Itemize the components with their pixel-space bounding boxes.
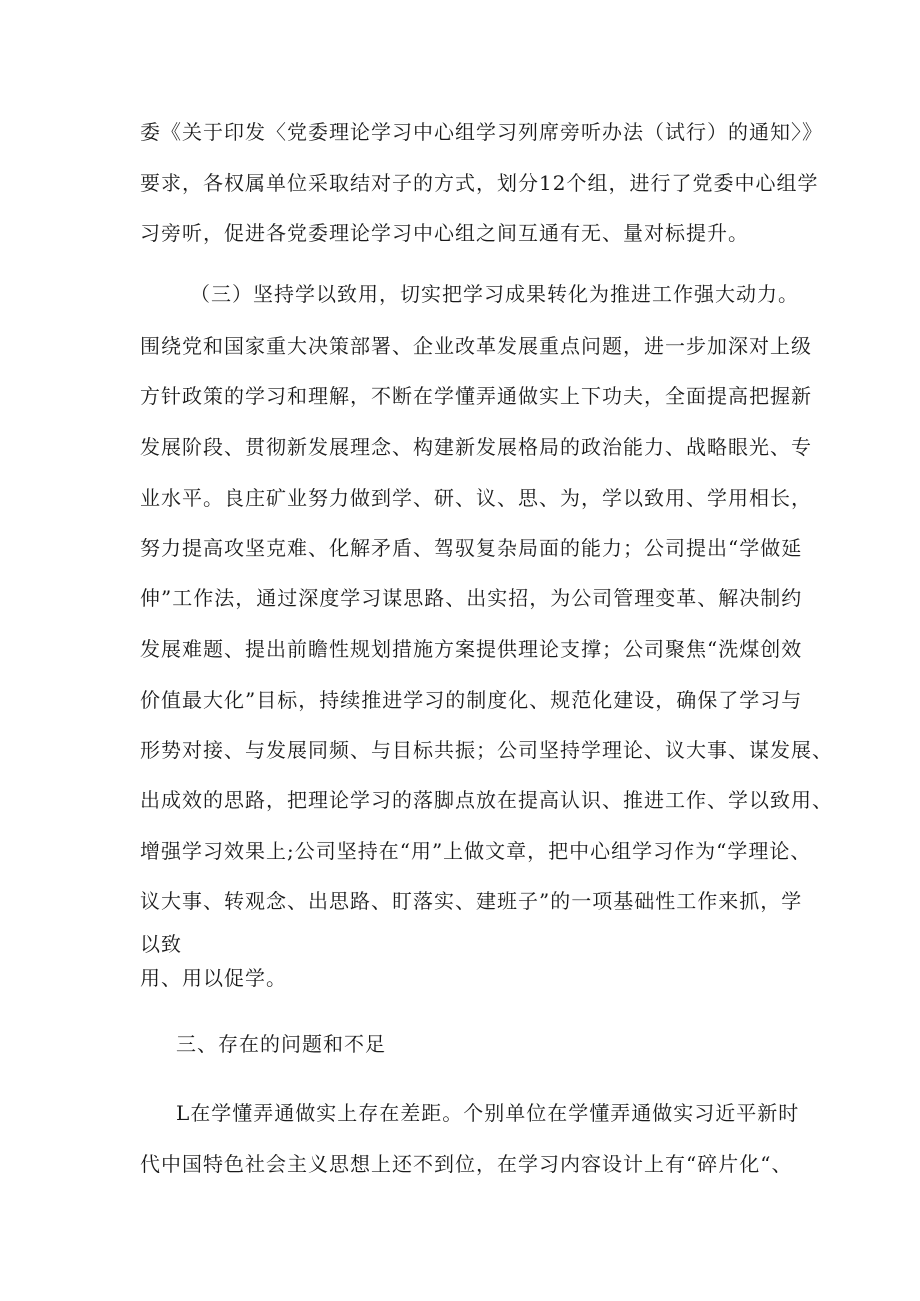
paragraph-2-line-1: 围绕党和国家重大决策部署、企业改革发展重点问题，进一步加深对上级	[140, 334, 812, 358]
paragraph-2-line-11: 增强学习效果上;公司坚持在“用”上做文章，把中心组学习作为“学理论、	[140, 839, 812, 863]
paragraph-1-line-1: 委《关于印发〈党委理论学习中心组学习列席旁听办法（试行）的通知〉》	[140, 120, 823, 144]
section-heading: 三、存在的问题和不足	[176, 1032, 386, 1056]
paragraph-2-line-13: 以致	[140, 932, 182, 956]
paragraph-2-line-8: 价值最大化”目标，持续推进学习的制度化、规范化建设，确保了学习与	[140, 688, 803, 712]
paragraph-2-line-10: 出成效的思路，把理论学习的落脚点放在提高认识、推进工作、学以致用、	[140, 788, 833, 812]
paragraph-2-line-14: 用、用以促学。	[140, 966, 287, 990]
paragraph-2-line-4: 业水平。良庄矿业努力做到学、研、议、思、为，学以致用、学用相长，	[140, 486, 812, 510]
paragraph-1-line-3: 习旁听，促进各党委理论学习中心组之间互通有无、量对标提升。	[140, 221, 749, 245]
paragraph-1-line-2: 要求，各权属单位采取结对子的方式，划分12个组，进行了党委中心组学	[140, 171, 819, 195]
paragraph-2-line-12: 议大事、转观念、出思路、盯落实、建班子”的一项基础性工作来抓，学	[140, 889, 803, 913]
paragraph-2-line-7: 发展难题、提出前瞻性规划措施方案提供理论支撑；公司聚焦“洗煤创效	[140, 637, 803, 661]
paragraph-2-line-6: 伸”工作法，通过深度学习谋思路、出实招，为公司管理变革、解决制约	[140, 586, 803, 610]
paragraph-2-line-9: 形势对接、与发展同频、与目标共振；公司坚持学理论、议大事、谋发展、	[140, 738, 833, 762]
paragraph-2-line-5: 努力提高攻坚克难、化解矛盾、驾驭复杂局面的能力；公司提出“学做延	[140, 536, 803, 560]
subsection-heading: （三）坚持学以致用，切实把学习成果转化为推进工作强大动力。	[190, 282, 799, 306]
paragraph-3-line-1: L在学懂弄通做实上存在差距。个别单位在学懂弄通做实习近平新时	[176, 1101, 800, 1125]
paragraph-2-line-3: 发展阶段、贯彻新发展理念、构建新发展格局的政治能力、战略眼光、专	[140, 435, 812, 459]
paragraph-2-line-2: 方针政策的学习和理解，不断在学懂弄通做实上下功夫，全面提高把握新	[140, 384, 812, 408]
paragraph-3-line-2: 代中国特色社会主义思想上还不到位，在学习内容设计上有“碎片化“、	[140, 1152, 793, 1176]
